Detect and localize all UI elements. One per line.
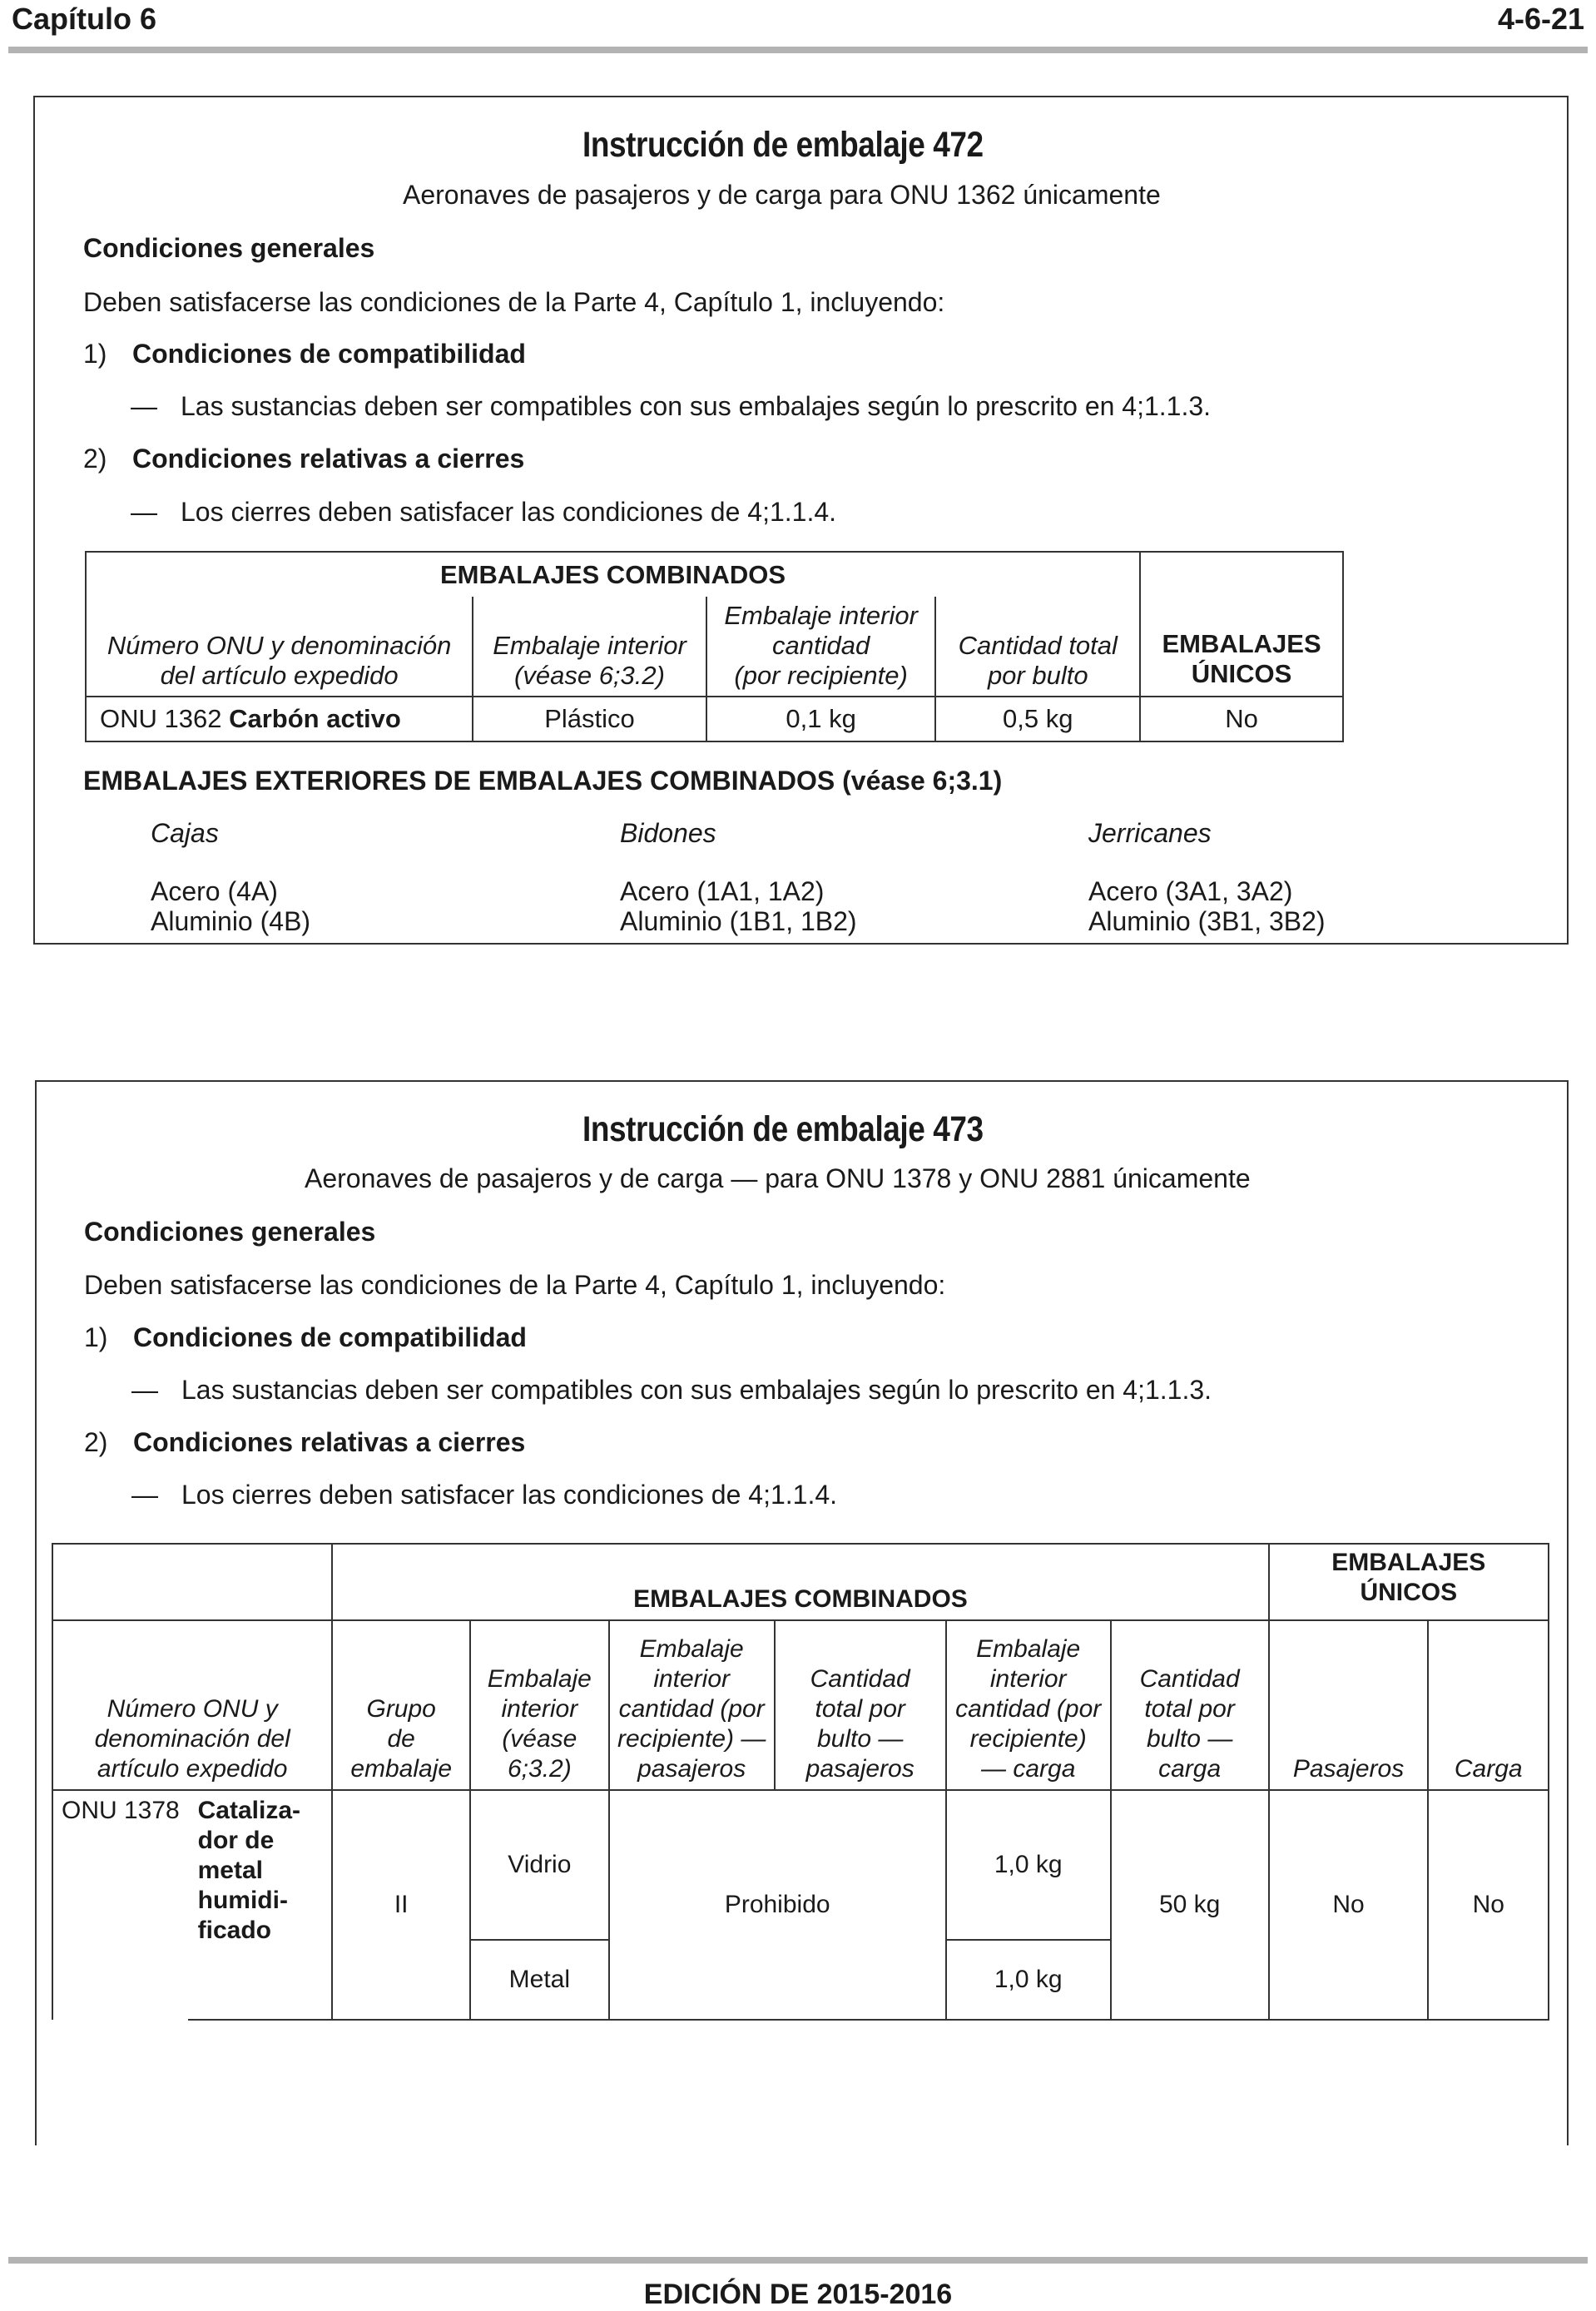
header-single-pax: Pasajeros — [1269, 1620, 1429, 1790]
pi473-subtitle: Aeronaves de pasajeros y de carga — para ONU 1378 y ONU 2881 únicamente — [305, 1163, 1251, 1193]
pi473-item-1-heading: Condiciones de compatibilidad — [133, 1322, 527, 1352]
outer-bidones-heading: Bidones — [620, 818, 716, 848]
outer-cajas-heading: Cajas — [151, 818, 219, 848]
header-total-cargo: Cantidad total por bulto — carga — [1111, 1620, 1269, 1790]
footer-rule — [8, 2257, 1588, 2264]
pi472-item-2-num: 2) — [83, 444, 107, 474]
header-inner-quantity: Embalaje interior cantidad (por recipiente) — [706, 597, 936, 697]
header-inner-qty-pax: Embalaje interior cantidad (por recipiente) — pasajeros — [609, 1620, 775, 1790]
pi473-table — [52, 1543, 1549, 2021]
outer-jerricanes-item-2: Aluminio (3B1, 3B2) — [1088, 906, 1326, 936]
header-single-packagings: EMBALAJES ÚNICOS — [1140, 597, 1343, 697]
top-blank — [52, 1544, 332, 1620]
header-un-name: Número ONU y denominación del artículo expedido — [52, 1620, 332, 1790]
row-packing-group: II — [332, 1790, 470, 2020]
pi472-item-1-num: 1) — [83, 339, 107, 369]
row-un-name: ONU 1362 Carbón activo — [86, 697, 473, 741]
pi473-intro: Deben satisfacerse las condiciones de la Parte 4, Capítulo 1, incluyendo: — [84, 1270, 946, 1300]
header-inner-qty-cargo: Embalaje interior cantidad (por recipiente) — carga — [946, 1620, 1111, 1790]
page-header — [12, 2, 1584, 35]
outer-cajas-item-2: Aluminio (4B) — [151, 906, 311, 936]
pi473-item-1-num: 1) — [84, 1322, 108, 1352]
chapter-label: Capítulo 6 — [12, 2, 157, 36]
row-single: No — [1140, 697, 1343, 741]
pi472-subtitle: Aeronaves de pasajeros y de carga para ONU 1362 únicamente — [403, 180, 1161, 210]
row-cargo-total: 50 kg — [1111, 1790, 1269, 2020]
pi473-item-2-dash: — — [131, 1480, 158, 1510]
row-inner: Plástico — [473, 697, 706, 741]
single-heading: EMBALAJES ÚNICOS — [1269, 1544, 1549, 1620]
row-article-name: Cataliza- dor de metal humidi- ficado — [188, 1790, 333, 2020]
pi472-item-2-dash: — — [131, 497, 157, 527]
row-un-number: ONU 1378 — [52, 1790, 188, 2020]
row-qty: 0,1 kg — [706, 697, 936, 741]
pi472-intro: Deben satisfacerse las condiciones de la Parte 4, Capítulo 1, incluyendo: — [83, 287, 945, 317]
outer-jerricanes-item-1: Acero (3A1, 3A2) — [1088, 876, 1293, 906]
pi472-general-heading: Condiciones generales — [83, 233, 375, 263]
edition-label: EDICIÓN DE 2015-2016 — [643, 2279, 953, 2310]
pi473-item-2-text: Los cierres deben satisfacer las condiciones de 4;1.1.4. — [181, 1480, 838, 1510]
header-rule — [8, 47, 1588, 53]
row-single-pax: No — [1269, 1790, 1429, 2020]
pi473-item-1-dash: — — [131, 1375, 158, 1405]
pi473-general-heading: Condiciones generales — [84, 1217, 376, 1247]
row-single-cargo: No — [1428, 1790, 1549, 2020]
single-heading-top — [1140, 552, 1343, 597]
header-single-cargo: Carga — [1428, 1620, 1549, 1790]
page-number: 4-6-21 — [1497, 2, 1584, 36]
header-inner-packaging: Embalaje interior (véase 6;3.2) — [473, 597, 706, 697]
pi472-item-1-heading: Condiciones de compatibilidad — [132, 339, 526, 369]
pi472-table — [85, 551, 1344, 742]
pi472-title: Instrucción de embalaje 472 — [582, 125, 984, 165]
pi473-item-1-text: Las sustancias deben ser compatibles con sus embalajes según lo prescrito en 4;1.1.3. — [181, 1375, 1212, 1405]
row-cargo-qty-glass: 1,0 kg — [946, 1790, 1111, 1940]
pi473-item-2-num: 2) — [84, 1427, 108, 1457]
outer-bidones-item-1: Acero (1A1, 1A2) — [620, 876, 825, 906]
row-inner-metal: Metal — [470, 1940, 609, 2020]
header-packing-group: Grupo de embalaje — [332, 1620, 470, 1790]
pi472-item-1-dash: — — [131, 391, 157, 421]
pi473-item-2-heading: Condiciones relativas a cierres — [133, 1427, 526, 1457]
header-total-quantity: Cantidad total por bulto — [935, 597, 1140, 697]
pi473-title: Instrucción de embalaje 473 — [582, 1109, 984, 1149]
pi472-item-2-heading: Condiciones relativas a cierres — [132, 444, 525, 474]
outer-cajas-item-1: Acero (4A) — [151, 876, 278, 906]
combined-heading: EMBALAJES COMBINADOS — [86, 552, 1140, 597]
pi472-outer-heading: EMBALAJES EXTERIORES DE EMBALAJES COMBINADOS (véase 6;3.1) — [83, 766, 1003, 796]
row-pax-forbidden: Prohibido — [609, 1790, 946, 2020]
pi472-item-2-text: Los cierres deben satisfacer las condiciones de 4;1.1.4. — [181, 497, 837, 527]
header-inner-packaging: Embalaje interior (véase 6;3.2) — [470, 1620, 609, 1790]
pi472-item-1-text: Las sustancias deben ser compatibles con sus embalajes según lo prescrito en 4;1.1.3. — [181, 391, 1212, 421]
header-total-pax: Cantidad total por bulto — pasajeros — [775, 1620, 946, 1790]
row-cargo-qty-metal: 1,0 kg — [946, 1940, 1111, 2020]
row-inner-glass: Vidrio — [470, 1790, 609, 1940]
outer-bidones-item-2: Aluminio (1B1, 1B2) — [620, 906, 857, 936]
header-un-name: Número ONU y denominación del artículo expedido — [86, 597, 473, 697]
outer-jerricanes-heading: Jerricanes — [1088, 818, 1212, 848]
combined-heading: EMBALAJES COMBINADOS — [332, 1544, 1268, 1620]
row-total: 0,5 kg — [935, 697, 1140, 741]
